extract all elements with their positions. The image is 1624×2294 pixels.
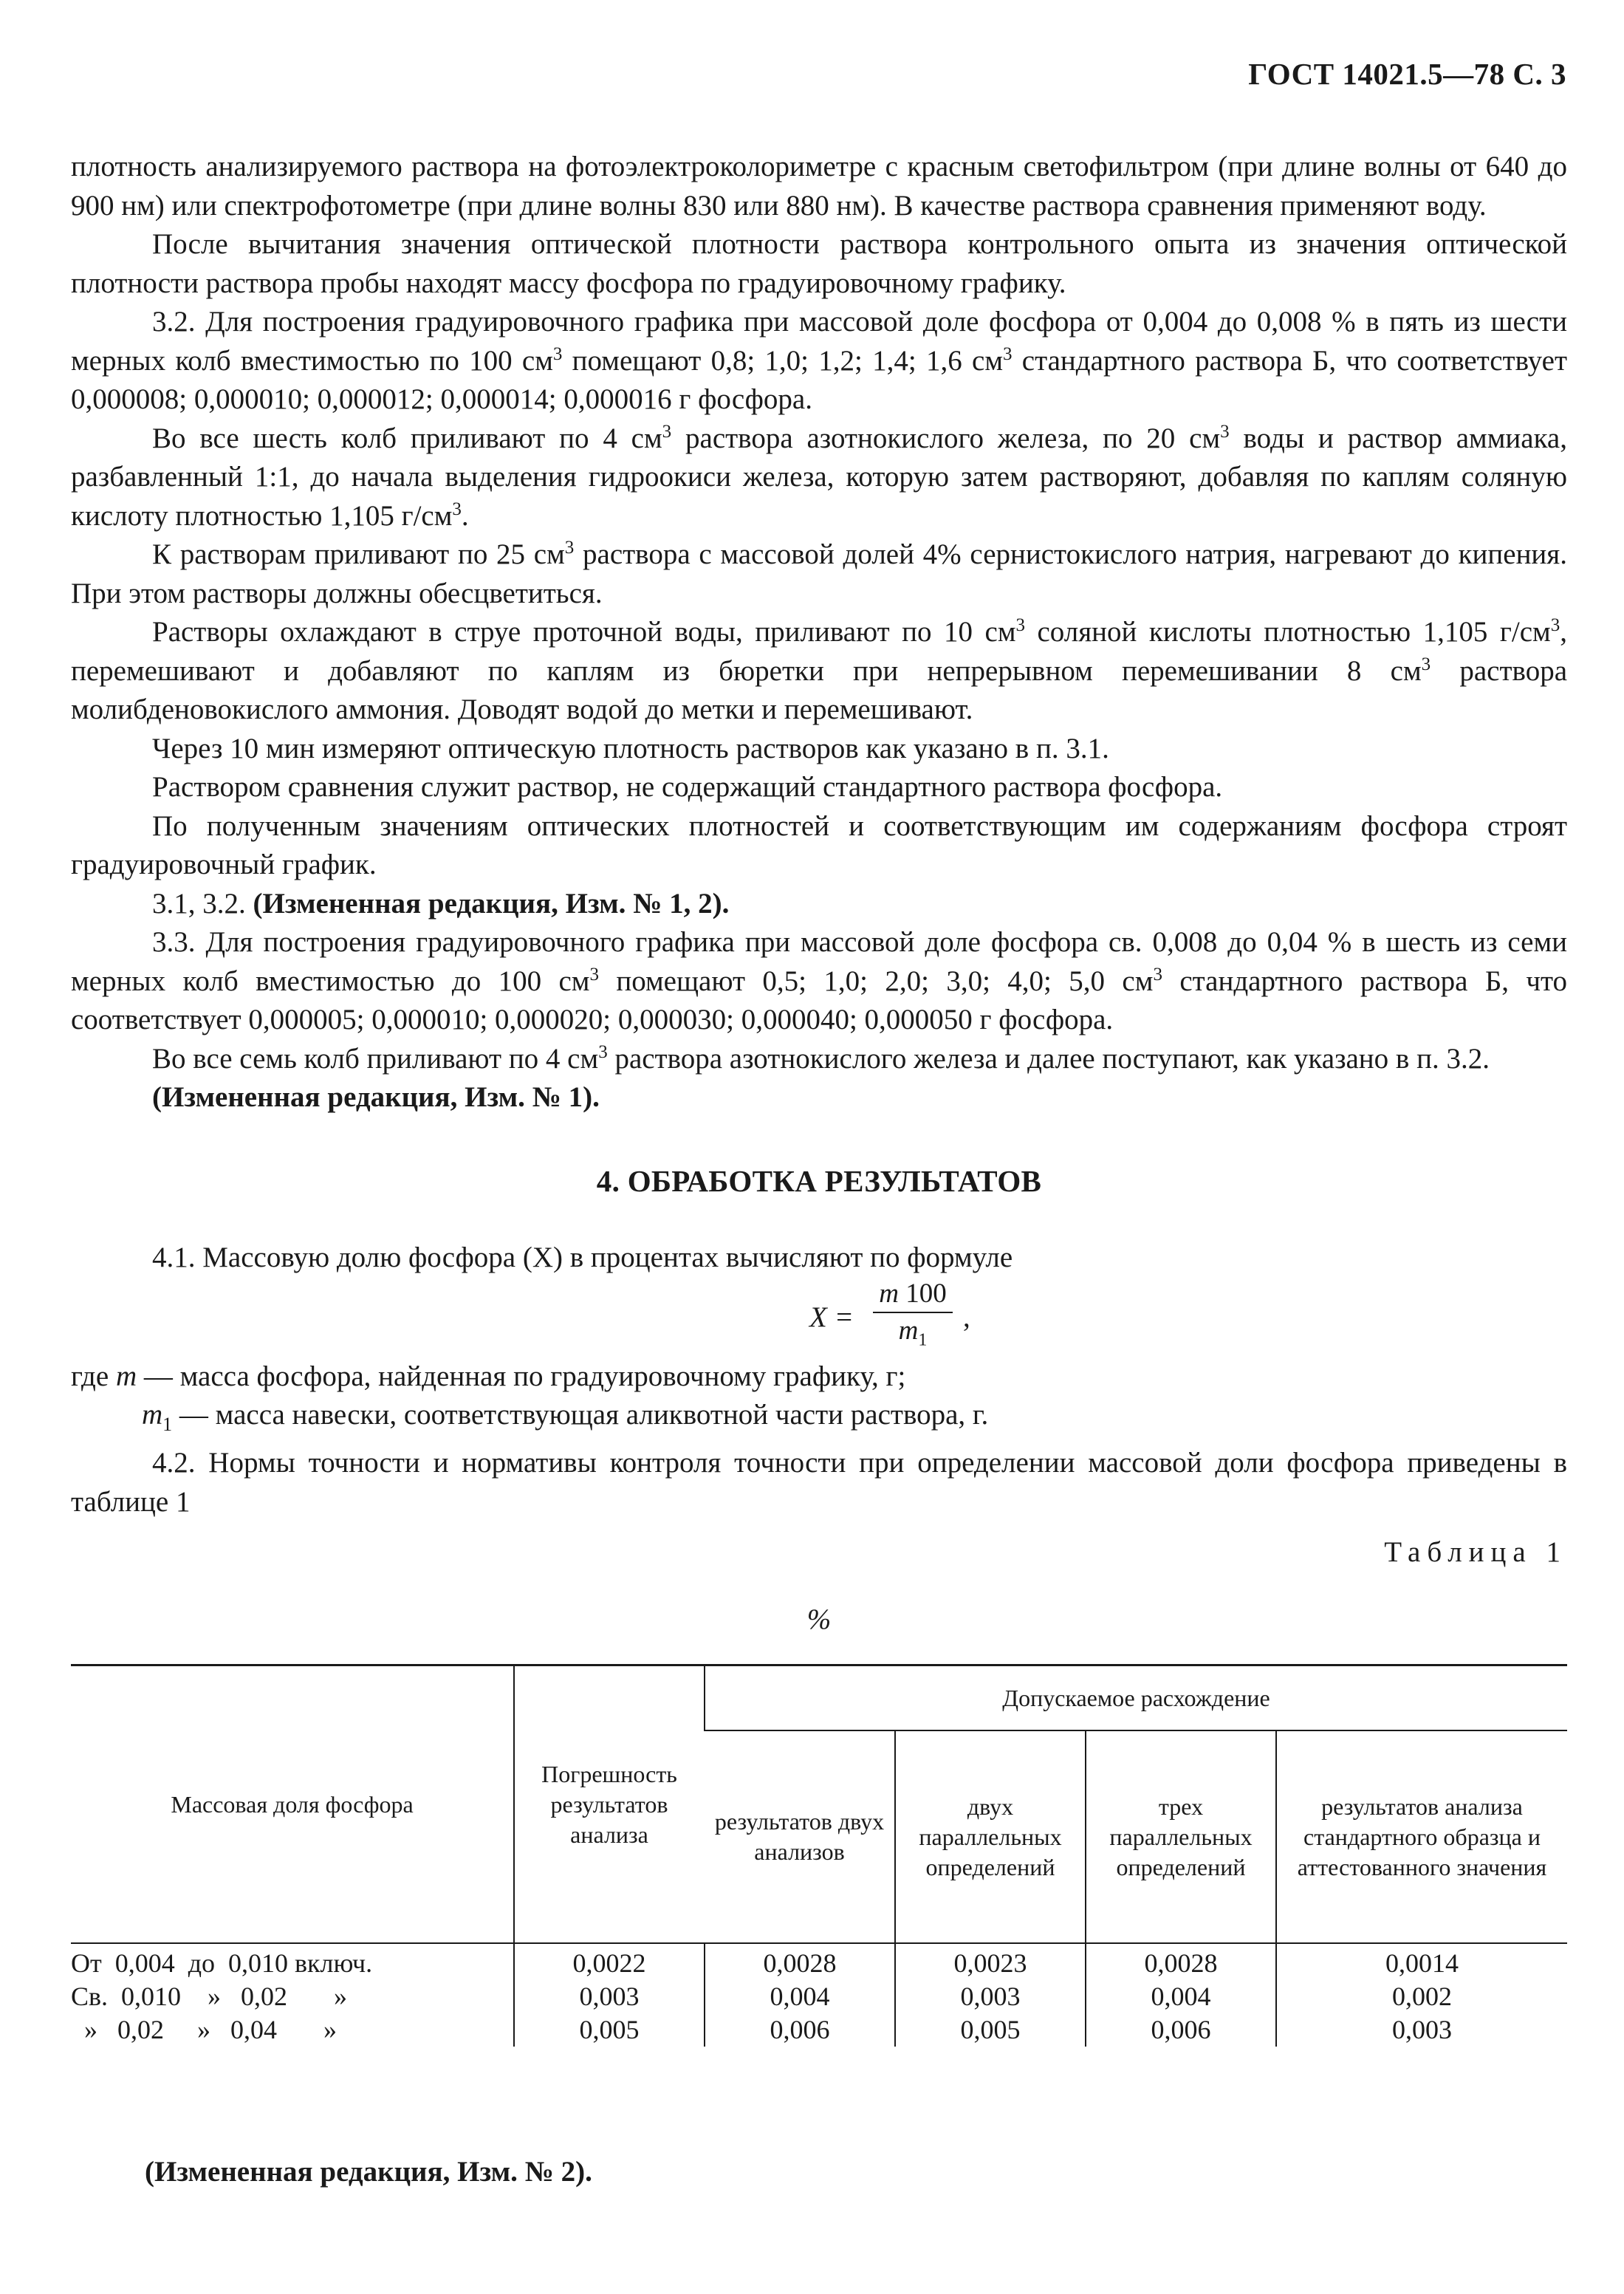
cell-two-parallel: 0,0023 — [895, 1943, 1086, 1980]
paragraph-six-flasks: Во все шесть колб приливают по 4 $см^3$ раствора азотнокислого железа, по 20 $см^3$ воды и раствор аммиака, разбавленный 1:1, до начала выделения гидроокиси железа, которую затем растворяют, добавляя по каплям соляную кислоту плотностью 1,105 $г/см^3$. — [71, 421, 1567, 532]
table-row — [71, 2013, 1567, 2047]
header-three-parallel: трех параллельных определений — [1086, 1730, 1276, 1943]
formula-fraction — [868, 1278, 957, 1357]
cell-standard: 0,002 — [1276, 1980, 1567, 2013]
formula — [71, 1278, 1567, 1357]
formula-comma: , — [963, 1301, 970, 1333]
cell-standard: 0,003 — [1276, 2013, 1567, 2047]
paragraph-seven-flasks: Во все семь колб приливают по 4 $см^3$ раствора азотнокислого железа и далее поступают, как указано в п. 3.2. — [152, 1041, 1490, 1075]
page-header-code: ГОСТ 14021.5—78 С. 3 — [1248, 57, 1566, 91]
cell-range: Св. 0,010 » 0,02 » — [71, 1982, 348, 2012]
body-text — [71, 148, 1567, 2047]
paragraph-reference-solution: Раствором сравнения служит раствор, не содержащий стандартного раствора фосфора. — [152, 771, 1223, 803]
cell-two-analyses: 0,006 — [705, 2013, 895, 2047]
paragraph-3-2: 3.2. Для построения градуировочного графика при массовой доле фосфора от 0,004 до 0,008 % в пять из шести мерных колб вместимостью по 100 $см^3$ помещают 0,8; 1,0; 1,2; 1,4; 1,6 $см^3$ стандартного раствора Б, что соответствует 0,000008; 0,000010; 0,000012; 0,000014; 0,000016 г фосфора. — [71, 306, 1567, 415]
table-row — [71, 1980, 1567, 2013]
cell-standard: 0,0014 — [1276, 1943, 1567, 1980]
precision-table — [71, 1664, 1567, 2047]
header-mass-fraction: Массовая доля фосфора — [71, 1665, 514, 1944]
table-caption: Таблица 1 — [1384, 1536, 1567, 1569]
formula-numerator: m 100 — [879, 1278, 947, 1309]
footer-amendment: (Измененная редакция, Изм. № 2). — [145, 2156, 592, 2188]
paragraph-4-2: 4.2. Нормы точности и нормативы контроля точности при определении массовой доли фосфора приведены в таблице 1 — [71, 1447, 1567, 1518]
section-title: 4. ОБРАБОТКА РЕЗУЛЬТАТОВ — [596, 1163, 1042, 1198]
formula-intro: 4.1. Массовую долю фосфора (Х) в процентах вычисляют по формуле — [152, 1242, 1013, 1273]
cell-range: От 0,004 до 0,010 включ. — [71, 1948, 373, 1979]
where-m1: $m_1$ — масса навески, соответствующая аликвотной части раствора, г. — [142, 1399, 989, 1435]
paragraph-sodium-sulfite: К растворам приливают по 25 $см^3$ раствора с массовой долей 4% сернистокислого натрия, нагревают до кипения. При этом растворы должны обесцветиться. — [71, 538, 1567, 609]
cell-two-parallel: 0,005 — [895, 2013, 1086, 2047]
cell-range: » 0,02 » 0,04 » — [71, 2015, 337, 2045]
formula-denominator: $m_1$ — [898, 1315, 928, 1349]
header-allowed-discrepancy: Допускаемое расхождение — [705, 1665, 1567, 1731]
cell-error: 0,005 — [514, 2013, 705, 2047]
cell-three-parallel: 0,0028 — [1086, 1943, 1276, 1980]
header-two-analyses: результатов двух анализов — [705, 1730, 895, 1943]
paragraph-amendment-3-1-3-2: 3.1, 3.2. (Измененная редакция, Изм. № 1, 2). — [152, 887, 730, 920]
table-unit: % — [806, 1603, 832, 1635]
paragraph-3-3: 3.3. Для построения градуировочного графика при массовой доле фосфора св. 0,008 до 0,04 % в шесть из семи мерных колб вместимостью до 100 $см^3$ помещают 0,5; 1,0; 2,0; 3,0; 4,0; 5,0 $см^3$ стандартного раствора Б, что соответствует 0,000005; 0,000010; 0,000020; 0,000030; 0,000040; 0,000050 г фосфора. — [71, 926, 1568, 1035]
table-row — [71, 1943, 1567, 1980]
cell-error: 0,003 — [514, 1980, 705, 2013]
cell-two-parallel: 0,003 — [895, 1980, 1086, 2013]
header-standard-sample: результатов анализа стандартного образца и аттестованного значения — [1276, 1730, 1567, 1943]
paragraph-graph: По полученным значениям оптических плотностей и соответствующим им содержаниям фосфора строят градуировочный график. — [71, 809, 1567, 880]
paragraph-optical-density: плотность анализируемого раствора на фотоэлектроколориметре с красным светофильтром (при длине волны от 640 до 900 нм) или спектрофотометре (при длине волны 830 или 880 нм). В качестве раствора сравнения применяют воду. — [71, 151, 1567, 222]
header-two-parallel: двух параллельных определений — [895, 1730, 1086, 1943]
paragraph-subtraction: После вычитания значения оптической плотности раствора контрольного опыта из значения оптической плотности раствора пробы находят массу фосфора по градуировочному графику. — [71, 228, 1567, 299]
cell-two-analyses: 0,004 — [705, 1980, 895, 2013]
paragraph-cooling: Растворы охлаждают в струе проточной воды, приливают по 10 $см^3$ соляной кислоты плотностью 1,105 $г/см^3$, перемешивают и добавляют по каплям из бюретки при непрерывном перемешивании 8 $см^3$ раствора молибденовокислого аммония. Доводят водой до метки и перемешивают. — [71, 615, 1567, 725]
cell-three-parallel: 0,006 — [1086, 2013, 1276, 2047]
header-error: Погрешность результатов анализа — [514, 1665, 705, 1944]
cell-three-parallel: 0,004 — [1086, 1980, 1276, 2013]
paragraph-amendment-1: (Измененная редакция, Изм. № 1). — [152, 1081, 600, 1113]
cell-two-analyses: 0,0028 — [705, 1943, 895, 1980]
cell-error: 0,0022 — [514, 1943, 705, 1980]
where-m: где m — масса фосфора, найденная по градуировочному графику, г; — [71, 1360, 906, 1392]
formula-lhs: X = — [809, 1301, 854, 1333]
paragraph-measure: Через 10 мин измеряют оптическую плотность растворов как указано в п. 3.1. — [152, 732, 1109, 764]
